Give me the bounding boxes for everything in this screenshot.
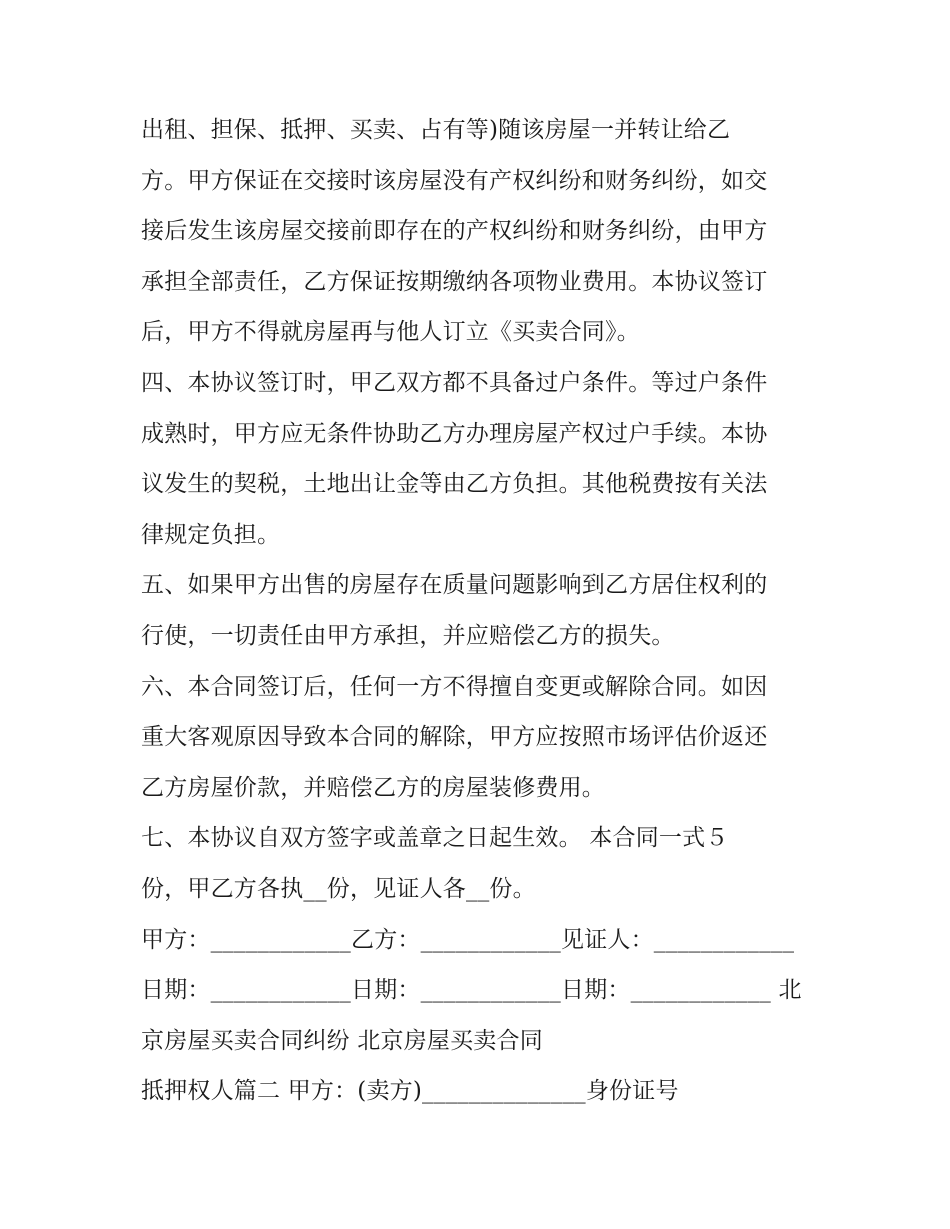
clause-six-line: 六、本合同签订后，任何一方不得擅自变更或解除合同。如因	[141, 674, 768, 700]
text-line: 出租、担保、抵押、买卖、占有等)随该房屋一并转让给乙	[141, 117, 731, 143]
text-line: 重大客观原因导致本合同的解除，甲方应按照市场评估价返还	[141, 724, 768, 750]
text-line: 份，甲乙方各执__份，见证人各__份。	[141, 876, 536, 902]
text-line: 方。甲方保证在交接时该房屋没有产权纠纷和财务纠纷，如交	[141, 168, 768, 194]
text-line: 议发生的契税，土地出让金等由乙方负担。其他税费按有关法	[141, 471, 768, 497]
clause-seven-line: 七、本协议自双方签字或盖章之日起生效。 本合同一式５	[141, 825, 729, 851]
clause-five-line: 五、如果甲方出售的房屋存在质量问题影响到乙方居住权利的	[141, 572, 768, 598]
clause-four-line: 四、本协议签订时，甲乙双方都不具备过户条件。等过户条件	[141, 370, 768, 396]
signature-line: 甲方：____________乙方：____________见证人：____________	[141, 927, 795, 953]
text-line: 承担全部责任，乙方保证按期缴纳各项物业费用。本协议签订	[141, 269, 768, 295]
text-line: 律规定负担。	[141, 522, 281, 548]
text-line: 京房屋买卖合同纠纷 北京房屋买卖合同	[141, 1028, 543, 1054]
text-line: 后，甲方不得就房屋再与他人订立《买卖合同》。	[141, 319, 640, 345]
date-line: 日期：____________日期：____________日期：____________ 北	[141, 977, 802, 1003]
text-line: 成熟时，甲方应无条件协助乙方办理房屋产权过户手续。本协	[141, 421, 768, 447]
text-line: 接后发生该房屋交接前即存在的产权纠纷和财务纠纷，由甲方	[141, 218, 768, 244]
text-line: 乙方房屋价款，并赔偿乙方的房屋装修费用。	[141, 775, 605, 801]
text-line: 抵押权人篇二 甲方：(卖方)______________身份证号	[141, 1078, 679, 1104]
text-line: 行使，一切责任由甲方承担，并应赔偿乙方的损失。	[141, 623, 675, 649]
